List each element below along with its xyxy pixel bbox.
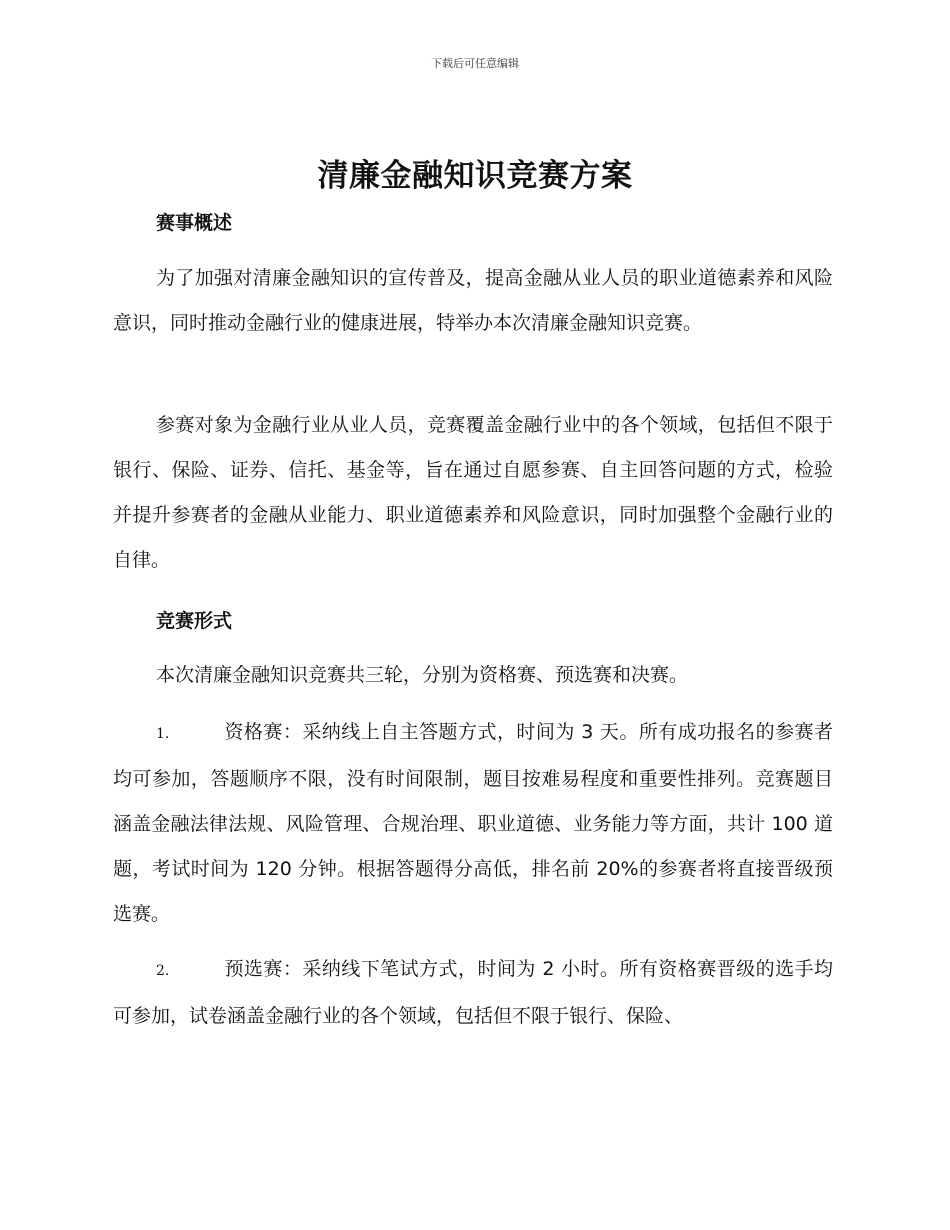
header-note: 下载后可任意编辑 xyxy=(431,57,519,70)
paragraph: 参赛对象为金融行业从业人员，竞赛覆盖金融行业中的各个领域，包括但不限于银行、保险、证券、信托、基金等，旨在通过自愿参赛、自主回答问题的方式，检验并提升参赛者的金融从业能力、职业道德素养和风险意识，同时加强整个金融行业的自律。 xyxy=(113,414,833,571)
list-item-text: 预选赛：采纳线下笔试方式，时间为 2 小时。所有资格赛晋级的选手均可参加，试卷涵盖金融行业的各个领域，包括但不限于银行、保险、 xyxy=(113,958,833,1027)
section-heading-overview: 赛事概述 xyxy=(156,212,233,234)
section-heading-format: 竞赛形式 xyxy=(156,610,233,632)
document-title: 清廉金融知识竞赛方案 xyxy=(317,158,633,194)
list-item-number: 2. xyxy=(156,963,170,979)
list-item-number: 1. xyxy=(156,726,170,742)
list-item xyxy=(113,947,833,1039)
list-item xyxy=(113,710,833,937)
list-item-text: 资格赛：采纳线上自主答题方式，时间为 3 天。所有成功报名的参赛者均可参加，答题顺序不限，没有时间限制，题目按难易程度和重要性排列。竞赛题目涵盖金融法律法规、风险管理、合规治理、职业道德、业务能力等方面，共计 100 道题，考试时间为 120 分钟。根据答题得分高低，排名前 20%的参赛者将直接晋级预选赛。 xyxy=(113,721,833,925)
paragraph: 本次清廉金融知识竞赛共三轮，分别为资格赛、预选赛和决赛。 xyxy=(156,664,689,686)
paragraph: 为了加强对清廉金融知识的宣传普及，提高金融从业人员的职业道德素养和风险意识，同时推动金融行业的健康进展，特举办本次清廉金融知识竞赛。 xyxy=(113,267,833,334)
